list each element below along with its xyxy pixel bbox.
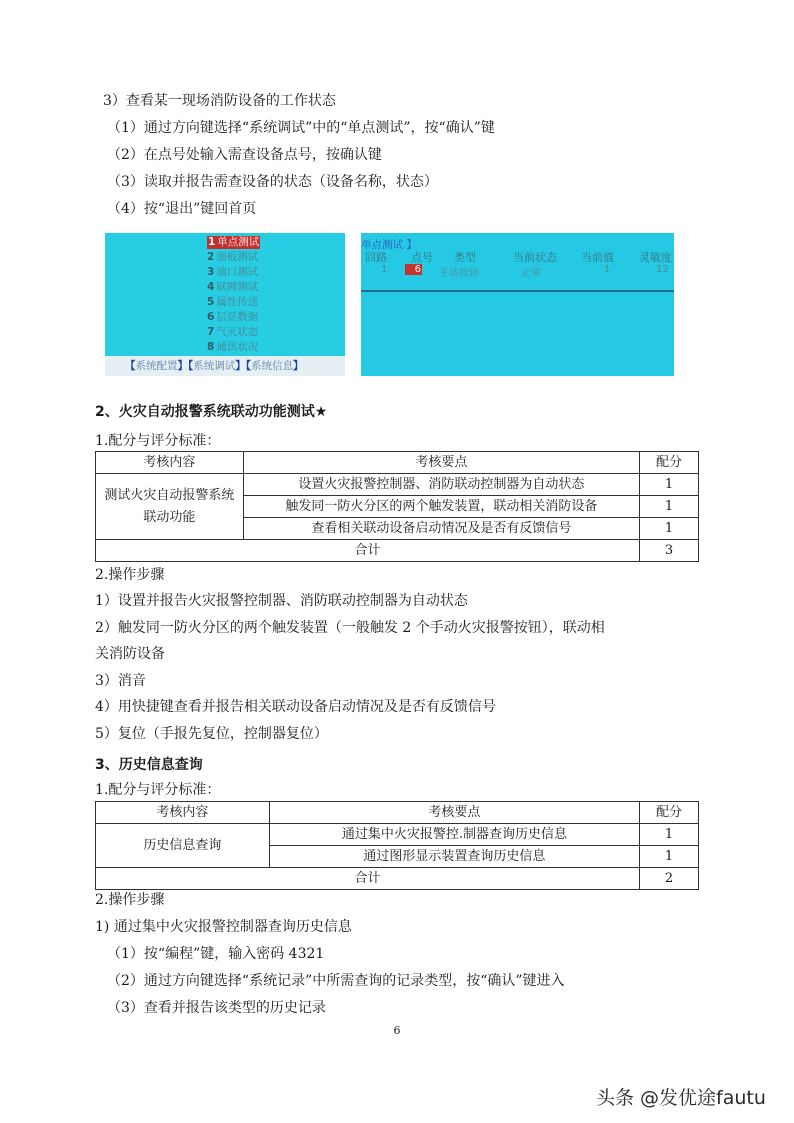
cell-point: 设置火灾报警控制器、消防联动控制器为自动状态	[243, 474, 639, 496]
menu-item-floor-data	[207, 311, 258, 324]
cell-score: 1	[640, 474, 699, 496]
screen-divider	[361, 290, 674, 292]
step-item: 2）触发同一防火分区的两个触发装置（一般触发 2 个手动火灾报警按钮），联动相	[95, 620, 605, 636]
col-value: 当前值	[581, 251, 614, 264]
col-state: 当前状态	[513, 251, 557, 264]
tab-system-debug: 系统调试	[193, 360, 236, 372]
val-loop: 1	[381, 264, 388, 275]
menu-label: 联网测试	[216, 281, 259, 293]
table-total-row	[96, 540, 699, 562]
menu-num: 7	[207, 326, 215, 338]
section-title: 2、火灾自动报警系统联动功能测试★	[95, 404, 328, 420]
menu-num: 8	[207, 341, 215, 353]
header-points: 考核要点	[243, 452, 639, 474]
menu-num: 4	[207, 281, 215, 293]
cell-score: 1	[640, 846, 699, 868]
val-value: 1	[604, 264, 611, 275]
menu-num: 1	[208, 236, 216, 248]
score-table	[95, 801, 699, 890]
step-item: 3）消音	[95, 673, 146, 689]
header-points: 考核要点	[269, 802, 639, 824]
val-sensitivity: 12	[656, 264, 669, 275]
step-item: （4）按“退出”键回首页	[107, 201, 257, 217]
table-row	[96, 824, 699, 846]
header-content: 考核内容	[96, 452, 244, 474]
cell-content: 历史信息查询	[96, 824, 270, 868]
menu-num: 6	[207, 311, 215, 323]
table-total-row	[96, 868, 699, 890]
table-row	[96, 474, 699, 496]
score-table	[95, 451, 699, 562]
step-item: 4）用快捷键查看并报告相关联动设备启动情况及是否有反馈信号	[95, 699, 496, 715]
menu-item-gas-status	[207, 326, 258, 339]
menu-label: 通讯状况	[216, 341, 259, 353]
standard-label: 1.配分与评分标准：	[95, 433, 221, 449]
menu-label: 端口测试	[216, 266, 259, 278]
step-item: 5）复位（手报先复位，控制器复位）	[95, 726, 328, 742]
step-item: （3）读取并报告需查设备的状态（设备名称，状态）	[107, 174, 438, 190]
page-number: 6	[393, 1024, 401, 1037]
menu-item-port-test	[207, 266, 258, 279]
step-item: （2）通过方向键选择“系统记录”中所需查询的记录类型，按“确认”键进入	[107, 973, 565, 989]
menu-num: 2	[207, 251, 215, 263]
steps-label: 2.操作步骤	[95, 892, 165, 908]
table-header-row	[96, 452, 699, 474]
screen-photo-menu	[105, 233, 345, 376]
watermark: 头条 @发优途fautu	[596, 1087, 766, 1109]
screen-title: 单点测试 】	[361, 239, 417, 251]
step-item: 关消防设备	[95, 646, 165, 662]
cell-score: 1	[640, 518, 699, 540]
menu-num: 3	[207, 266, 215, 278]
menu-label: 属性传送	[216, 296, 259, 308]
step-item: 1）设置并报告火灾报警控制器、消防联动控制器为自动状态	[95, 593, 468, 609]
header-score: 配分	[640, 452, 699, 474]
cell-content: 测试火灾自动报警系统联动功能	[96, 474, 244, 540]
cell-point: 通过集中火灾报警控.制器查询历史信息	[269, 824, 639, 846]
cell-score: 1	[640, 496, 699, 518]
step-item: 1) 通过集中火灾报警控制器查询历史信息	[95, 919, 352, 935]
menu-item-single-point-test	[207, 236, 260, 249]
step-heading: 3）查看某一现场消防设备的工作状态	[103, 93, 336, 109]
menu-item-attribute-transfer	[207, 296, 258, 309]
menu-label: 层显数据	[216, 311, 259, 323]
tab-system-info: 系统信息	[251, 360, 293, 372]
step-item: （1）按“编程”键，输入密码 4321	[107, 946, 325, 962]
total-score: 3	[640, 540, 699, 562]
menu-label: 气灭状态	[216, 326, 259, 338]
col-loop: 回路	[365, 251, 387, 264]
header-score: 配分	[640, 802, 699, 824]
col-point: 点号	[411, 251, 433, 264]
col-type: 类型	[454, 251, 476, 264]
step-item: （2）在点号处输入需查设备点号，按确认键	[107, 147, 382, 163]
steps-label: 2.操作步骤	[95, 567, 165, 583]
cell-point: 通过图形显示装置查询历史信息	[269, 846, 639, 868]
cell-point: 触发同一防火分区的两个触发装置，联动相关消防设备	[243, 496, 639, 518]
section-title: 3、历史信息查询	[95, 757, 203, 773]
menu-label: 面板测试	[216, 251, 259, 263]
col-sensitivity: 灵敏度	[639, 251, 672, 264]
val-point: 6	[405, 264, 422, 275]
table-header-row	[96, 802, 699, 824]
step-item: （3）查看并报告该类型的历史记录	[107, 1000, 326, 1016]
menu-item-network-test	[207, 281, 258, 294]
cell-point: 查看相关联动设备启动情况及是否有反馈信号	[243, 518, 639, 540]
header-content: 考核内容	[96, 802, 270, 824]
standard-label: 1.配分与评分标准：	[95, 782, 221, 798]
step-item: （1）通过方向键选择“系统调试”中的“单点测试”，按“确认”键	[107, 120, 495, 136]
val-state: 正常	[521, 268, 541, 279]
val-type: 手动按钮	[439, 268, 479, 279]
screen-photo-single-point-test	[361, 233, 674, 376]
menu-label: 单点测试	[217, 236, 260, 248]
total-label: 合计	[96, 868, 640, 890]
total-label: 合计	[96, 540, 640, 562]
total-score: 2	[640, 868, 699, 890]
tab-system-config: 系统配置	[135, 360, 178, 372]
menu-num: 5	[207, 296, 215, 308]
menu-item-comm-status	[207, 341, 258, 354]
cell-score: 1	[640, 824, 699, 846]
menu-item-panel-test	[207, 251, 258, 264]
screen-tab-bar: 【系统配置】【系统调试】【系统信息】	[105, 356, 345, 376]
